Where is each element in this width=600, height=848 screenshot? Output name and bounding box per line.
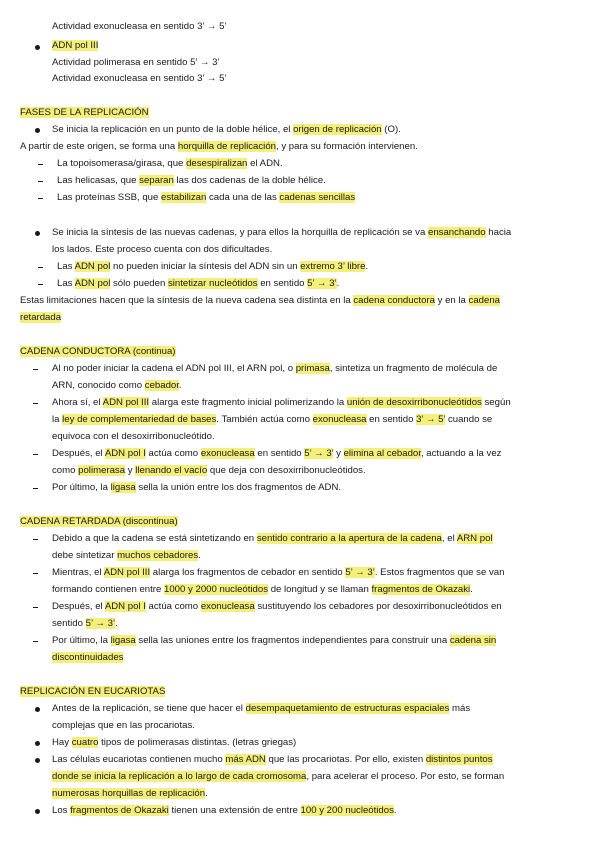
highlighted-text: ARN pol bbox=[456, 533, 493, 544]
section-heading bbox=[20, 107, 149, 119]
section-heading bbox=[20, 346, 176, 358]
highlighted-text: ADN pol III bbox=[52, 40, 99, 51]
dash-marker bbox=[33, 573, 38, 574]
highlighted-text: desempaquetamiento de estructuras espaciales bbox=[245, 703, 450, 714]
highlighted-text: extremo 3’ libre bbox=[300, 261, 366, 272]
text-line bbox=[52, 584, 473, 596]
bullet bbox=[35, 741, 40, 746]
text-line bbox=[52, 414, 492, 426]
highlighted-text: cebador bbox=[144, 380, 179, 391]
highlighted-text: 100 y 200 nucleótidos bbox=[300, 805, 394, 816]
text-span: Por último, la bbox=[52, 635, 111, 646]
text-line bbox=[52, 73, 227, 85]
text-line bbox=[52, 363, 497, 375]
text-span: Las helicasas, que bbox=[57, 175, 140, 186]
highlighted-text: polimerasa bbox=[78, 465, 126, 476]
text-span: alarga los fragmentos de cebador en sentido bbox=[150, 567, 346, 578]
text-span: y bbox=[333, 448, 344, 459]
text-line bbox=[52, 754, 493, 766]
text-span: Los bbox=[52, 805, 71, 816]
dash-marker bbox=[38, 198, 43, 199]
text-span: sella las uniones entre los fragmentos independientes para construir una bbox=[135, 635, 450, 646]
highlighted-text: distintos puntos bbox=[425, 754, 493, 765]
text-span: . bbox=[393, 805, 397, 816]
text-span: . bbox=[470, 584, 473, 595]
text-span: Ahora sí, el bbox=[52, 397, 103, 408]
text-span: complejas que en las procariotas. bbox=[52, 720, 195, 731]
text-line bbox=[52, 652, 123, 664]
dash-marker bbox=[33, 454, 38, 455]
text-span: Las bbox=[57, 278, 75, 289]
text-span: Actividad exonucleasa en sentido 3’ → 5’ bbox=[52, 73, 227, 84]
text-span: . bbox=[365, 261, 369, 272]
text-span: La topoisomerasa/girasa, que bbox=[57, 158, 187, 169]
text-span: cuando se bbox=[445, 414, 493, 425]
text-span: en sentido bbox=[254, 448, 305, 459]
highlighted-text: más ADN bbox=[225, 754, 266, 765]
text-span: . bbox=[205, 788, 208, 799]
highlighted-text: ADN pol III bbox=[103, 567, 151, 578]
text-line bbox=[52, 567, 504, 579]
highlighted-text: muchos cebadores bbox=[117, 550, 199, 561]
text-span: Actividad polimerasa en sentido 5’ → 3’ bbox=[52, 57, 220, 68]
highlighted-text: 3’ → 5’ bbox=[416, 414, 446, 425]
text-span: de longitud y se llaman bbox=[268, 584, 372, 595]
text-span: Mientras, el bbox=[52, 567, 104, 578]
highlighted-text: donde se inicia la replicación a lo largo de cada cromosoma bbox=[52, 771, 307, 782]
text-span: alarga este fragmento inicial polimerizando la bbox=[149, 397, 347, 408]
bullet bbox=[35, 45, 40, 50]
text-span: formando contienen entre bbox=[52, 584, 165, 595]
text-span: las dos cadenas de la doble hélice. bbox=[173, 175, 326, 186]
text-span: . bbox=[198, 550, 201, 561]
text-span: , actuando a la vez bbox=[420, 448, 502, 459]
highlighted-text: ADN pol I bbox=[104, 448, 146, 459]
text-line bbox=[52, 533, 493, 545]
text-span: actúa como bbox=[145, 448, 201, 459]
highlighted-text: sentido contrario a la apertura de la cadena bbox=[256, 533, 442, 544]
highlighted-text: unión de desoxirribonucleótidos bbox=[346, 397, 482, 408]
text-span: Las bbox=[57, 261, 75, 272]
bullet bbox=[35, 707, 40, 712]
highlighted-text: cadenas sencillas bbox=[279, 192, 356, 203]
text-span: sólo pueden bbox=[110, 278, 168, 289]
dash-marker bbox=[38, 284, 43, 285]
text-line bbox=[52, 720, 195, 732]
text-line bbox=[20, 295, 500, 307]
highlighted-text: primasa bbox=[295, 363, 330, 374]
highlighted-text: 5’ → 3’ bbox=[345, 567, 375, 578]
highlighted-text: ley de complementariedad de bases bbox=[62, 414, 217, 425]
text-span: sentido bbox=[52, 618, 86, 629]
highlighted-text: cadena bbox=[468, 295, 501, 306]
highlighted-text: ADN pol I bbox=[104, 601, 146, 612]
text-span: la bbox=[52, 414, 63, 425]
text-span: Se inicia la síntesis de las nuevas cadenas, y para ellos la horquilla de replicación se va bbox=[52, 227, 428, 238]
text-line bbox=[52, 40, 98, 52]
highlighted-text: ADN pol bbox=[74, 261, 111, 272]
text-span: Las células eucariotas contienen mucho bbox=[52, 754, 226, 765]
highlighted-text: numerosas horquillas de replicación bbox=[52, 788, 206, 799]
text-line bbox=[52, 227, 511, 239]
highlighted-text: ensanchando bbox=[427, 227, 486, 238]
highlighted-text: 5’ → 3’ bbox=[304, 448, 334, 459]
dash-marker bbox=[38, 164, 43, 165]
text-line bbox=[52, 244, 272, 256]
text-line bbox=[52, 431, 215, 443]
section-heading bbox=[20, 516, 178, 528]
text-line bbox=[52, 550, 201, 562]
text-span: . bbox=[178, 380, 182, 391]
highlighted-text: llenando el vacío bbox=[135, 465, 208, 476]
dash-marker bbox=[33, 641, 38, 642]
text-span: tipos de polimerasas distintas. (letras griegas) bbox=[98, 737, 297, 748]
text-line bbox=[20, 312, 61, 324]
text-line bbox=[52, 788, 208, 800]
highlighted-text: sintetizar nucleótidos bbox=[167, 278, 258, 289]
text-span: Actividad exonucleasa en sentido 3’ → 5’ bbox=[52, 21, 227, 32]
highlighted-text: ADN pol bbox=[74, 278, 111, 289]
text-span: (O). bbox=[381, 124, 401, 135]
highlighted-text: desespiralizan bbox=[186, 158, 248, 169]
text-line bbox=[52, 703, 470, 715]
text-span: Después, el bbox=[52, 601, 105, 612]
text-span: Las proteínas SSB, que bbox=[57, 192, 161, 203]
bullet bbox=[35, 231, 40, 236]
text-span: en sentido bbox=[257, 278, 308, 289]
highlighted-text: REPLICACIÓN EN EUCARIOTAS bbox=[20, 686, 166, 697]
text-span: debe sintetizar bbox=[52, 550, 118, 561]
text-line bbox=[57, 278, 339, 290]
text-span: Antes de la replicación, se tiene que hacer el bbox=[52, 703, 246, 714]
text-span: Debido a que la cadena se está sintetizando en bbox=[52, 533, 257, 544]
text-span: más bbox=[449, 703, 471, 714]
text-span: , y para su formación intervienen. bbox=[276, 141, 418, 152]
text-span: sella la unión entre los dos fragmentos de ADN. bbox=[135, 482, 342, 493]
text-span: según bbox=[481, 397, 511, 408]
text-span: Se inicia la replicación en un punto de la doble hélice, el bbox=[52, 124, 294, 135]
text-span: ARN, conocido como bbox=[52, 380, 145, 391]
text-line bbox=[52, 771, 504, 783]
highlighted-text: estabilizan bbox=[161, 192, 207, 203]
highlighted-text: CADENA RETARDADA (discontinua) bbox=[20, 516, 178, 527]
highlighted-text: 1000 y 2000 nucleótidos bbox=[164, 584, 269, 595]
highlighted-text: exonucleasa bbox=[312, 414, 367, 425]
text-line bbox=[52, 805, 397, 817]
text-span: . bbox=[115, 618, 118, 629]
text-span: . bbox=[336, 278, 340, 289]
text-span: equivoca con el desoxirribonucleótido. bbox=[52, 431, 215, 442]
highlighted-text: retardada bbox=[20, 312, 62, 323]
text-span: tienen una extensión de entre bbox=[168, 805, 301, 816]
dash-marker bbox=[38, 181, 43, 182]
text-line bbox=[52, 21, 227, 33]
text-span: . También actúa como bbox=[216, 414, 313, 425]
text-span: . Estos fragmentos que se van bbox=[374, 567, 505, 578]
dash-marker bbox=[33, 539, 38, 540]
text-span: el ADN. bbox=[247, 158, 283, 169]
text-line bbox=[57, 158, 283, 170]
highlighted-text: fragmentos de Okazaki bbox=[371, 584, 471, 595]
highlighted-text: 5’ → 3’ bbox=[85, 618, 116, 629]
text-span: Hay bbox=[52, 737, 72, 748]
text-span: Por último, la bbox=[52, 482, 111, 493]
text-line bbox=[52, 57, 220, 69]
highlighted-text: fragmentos de Okazaki bbox=[70, 805, 169, 816]
text-line bbox=[57, 192, 355, 204]
text-line bbox=[52, 635, 496, 647]
highlighted-text: exonucleasa bbox=[200, 601, 255, 612]
dash-marker bbox=[33, 607, 38, 608]
text-span: actúa como bbox=[145, 601, 201, 612]
highlighted-text: CADENA CONDUCTORA (continua) bbox=[20, 346, 176, 357]
section-heading bbox=[20, 686, 165, 698]
highlighted-text: origen de replicación bbox=[293, 124, 382, 135]
highlighted-text: exonucleasa bbox=[200, 448, 255, 459]
text-span: que las procariotas. Por ello, existen bbox=[265, 754, 426, 765]
dash-marker bbox=[33, 403, 38, 404]
dash-marker bbox=[33, 488, 38, 489]
text-span: y bbox=[125, 465, 136, 476]
highlighted-text: ADN pol III bbox=[102, 397, 150, 408]
text-span: Al no poder iniciar la cadena el ADN pol III, el ARN pol, o bbox=[52, 363, 296, 374]
text-span: sustituyendo los cebadores por desoxirribonucleótidos en bbox=[254, 601, 502, 612]
highlighted-text: FASES DE LA REPLICACIÓN bbox=[20, 107, 149, 118]
bullet bbox=[35, 809, 40, 814]
text-span: Estas limitaciones hacen que la síntesis de la nueva cadena sea distinta en la bbox=[20, 295, 354, 306]
text-line bbox=[52, 397, 511, 409]
text-line bbox=[52, 737, 296, 749]
highlighted-text: ligasa bbox=[110, 635, 136, 646]
bullet bbox=[35, 128, 40, 133]
text-line bbox=[52, 448, 501, 460]
text-span: cada una de las bbox=[206, 192, 280, 203]
text-span: que deja con desoxirribonucleótidos. bbox=[207, 465, 366, 476]
highlighted-text: cuatro bbox=[71, 737, 99, 748]
text-span: A partir de este origen, se forma una bbox=[20, 141, 178, 152]
text-span: y en la bbox=[434, 295, 469, 306]
highlighted-text: cadena sin bbox=[449, 635, 497, 646]
highlighted-text: 5’ → 3’ bbox=[307, 278, 337, 289]
text-span: , sintetiza un fragmento de molécula de bbox=[329, 363, 498, 374]
highlighted-text: elimina al cebador bbox=[343, 448, 421, 459]
text-line bbox=[52, 380, 182, 392]
text-line bbox=[52, 618, 118, 630]
text-span: Después, el bbox=[52, 448, 105, 459]
highlighted-text: cadena conductora bbox=[353, 295, 435, 306]
text-line bbox=[52, 124, 401, 136]
text-span: los lados. Este proceso cuenta con dos dificultades. bbox=[52, 244, 273, 255]
text-line bbox=[57, 261, 368, 273]
dash-marker bbox=[38, 267, 43, 268]
highlighted-text: horquilla de replicación bbox=[177, 141, 276, 152]
text-span: , el bbox=[441, 533, 457, 544]
text-span: no pueden iniciar la síntesis del ADN sin un bbox=[110, 261, 301, 272]
highlighted-text: ligasa bbox=[110, 482, 136, 493]
text-line bbox=[52, 601, 502, 613]
text-span: en sentido bbox=[366, 414, 417, 425]
bullet bbox=[35, 758, 40, 763]
text-span: como bbox=[52, 465, 79, 476]
text-line bbox=[52, 482, 341, 494]
highlighted-text: separan bbox=[139, 175, 174, 186]
text-span: hacia bbox=[485, 227, 512, 238]
text-span: , para acelerar el proceso. Por esto, se forman bbox=[306, 771, 505, 782]
text-line bbox=[52, 465, 366, 477]
highlighted-text: discontinuidades bbox=[52, 652, 124, 663]
text-line bbox=[57, 175, 326, 187]
text-line bbox=[20, 141, 418, 153]
dash-marker bbox=[33, 369, 38, 370]
